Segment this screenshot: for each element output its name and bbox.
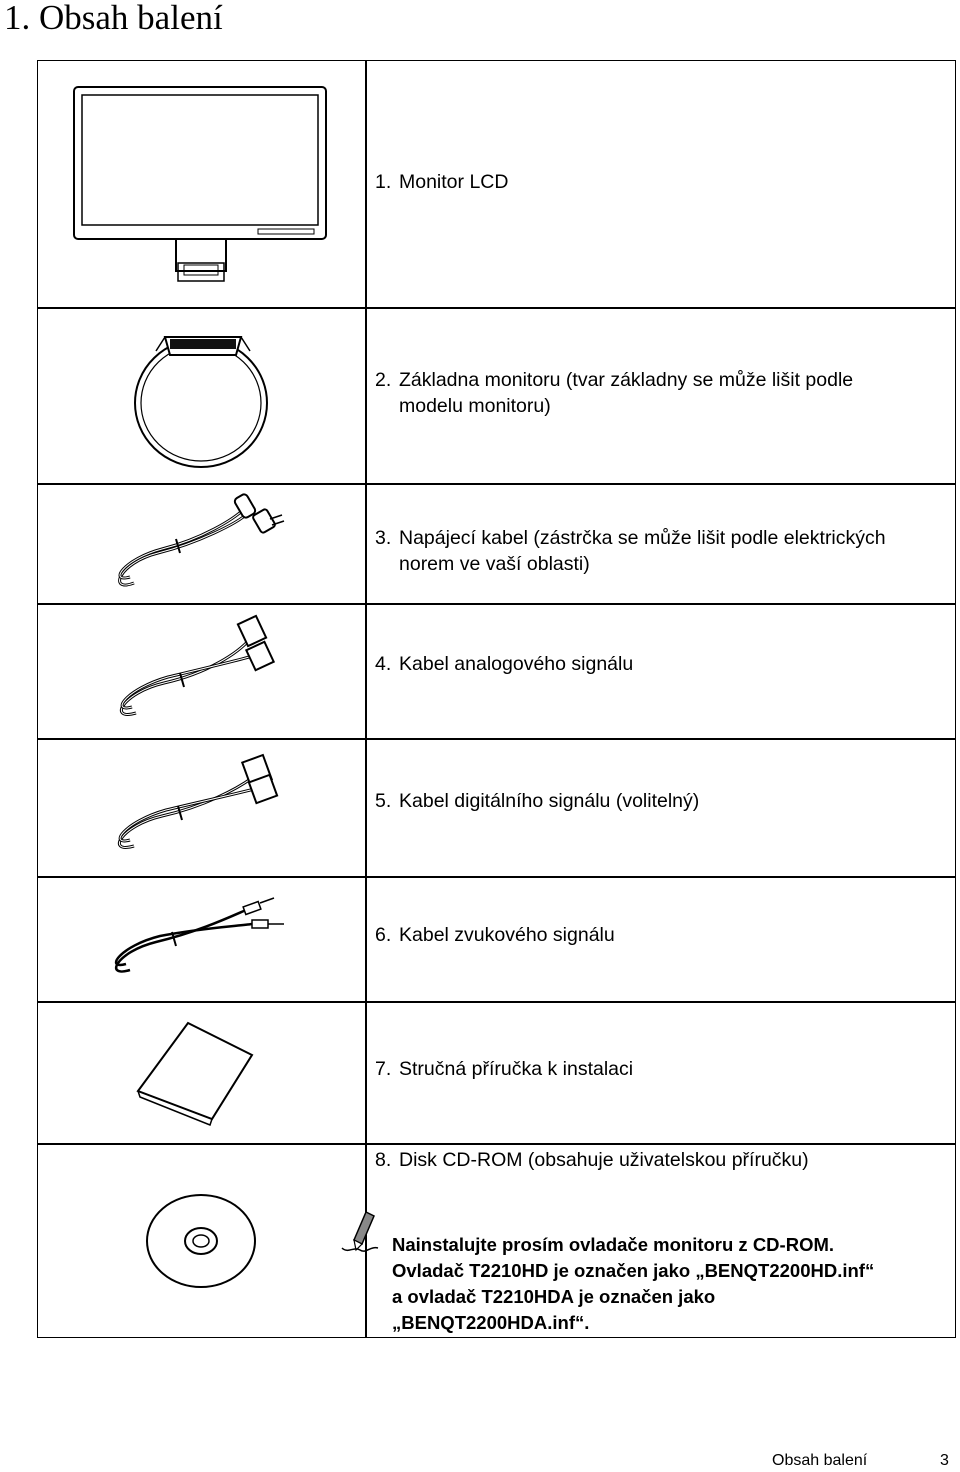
list-item — [38, 1001, 955, 1143]
list-item — [38, 483, 955, 603]
item-label: Stručná příručka k instalaci — [399, 1058, 634, 1080]
item-number: 2. — [375, 369, 392, 391]
footer-section: Obsah balení — [772, 1452, 868, 1469]
stand-base-icon — [38, 307, 365, 483]
note-text: Nainstalujte prosím ovladače monitoru z CD-ROM. Ovladač T2210HD je označen jako „BENQT2200HD.inf“ a ovladač T2210HDA je označen jako „BENQT2200HDA.inf“. — [392, 1234, 875, 1333]
monitor-icon — [38, 61, 365, 307]
dvi-cable-icon — [38, 738, 365, 876]
item-label: Disk CD-ROM (obsahuje uživatelskou příručku) — [399, 1149, 809, 1171]
list-item — [38, 603, 955, 738]
list-item — [38, 61, 955, 307]
item-number: 7. — [375, 1058, 392, 1080]
pencil-note-icon — [340, 1210, 384, 1256]
item-label-continued: modelu monitoru) — [399, 395, 551, 417]
item-label-continued: norem ve vaší oblasti) — [399, 553, 590, 575]
item-label: Kabel digitálního signálu (volitelný) — [399, 790, 700, 812]
page-title: 1. Obsah balení — [4, 0, 223, 37]
page-number: 3 — [940, 1452, 949, 1469]
item-number: 3. — [375, 527, 392, 549]
list-item — [38, 738, 955, 876]
item-label: Kabel zvukového signálu — [399, 924, 615, 946]
quick-guide-icon — [38, 1001, 365, 1143]
list-item — [38, 307, 955, 483]
package-contents-table — [37, 60, 956, 1338]
item-label: Kabel analogového signálu — [399, 653, 634, 675]
power-cable-icon — [38, 483, 365, 603]
item-number: 4. — [375, 653, 392, 675]
item-number: 6. — [375, 924, 392, 946]
item-label: Monitor LCD — [399, 171, 509, 193]
cd-rom-icon — [38, 1143, 365, 1339]
list-item — [38, 876, 955, 1001]
item-number: 5. — [375, 790, 392, 812]
item-number: 8. — [375, 1149, 392, 1171]
item-label: Základna monitoru (tvar základny se může lišit podle — [399, 369, 854, 391]
page-footer — [772, 1452, 960, 1472]
audio-cable-icon — [38, 876, 365, 1001]
vga-cable-icon — [38, 603, 365, 738]
item-label: Napájecí kabel (zástrčka se může lišit podle elektrických — [399, 527, 886, 549]
item-number: 1. — [375, 171, 392, 193]
